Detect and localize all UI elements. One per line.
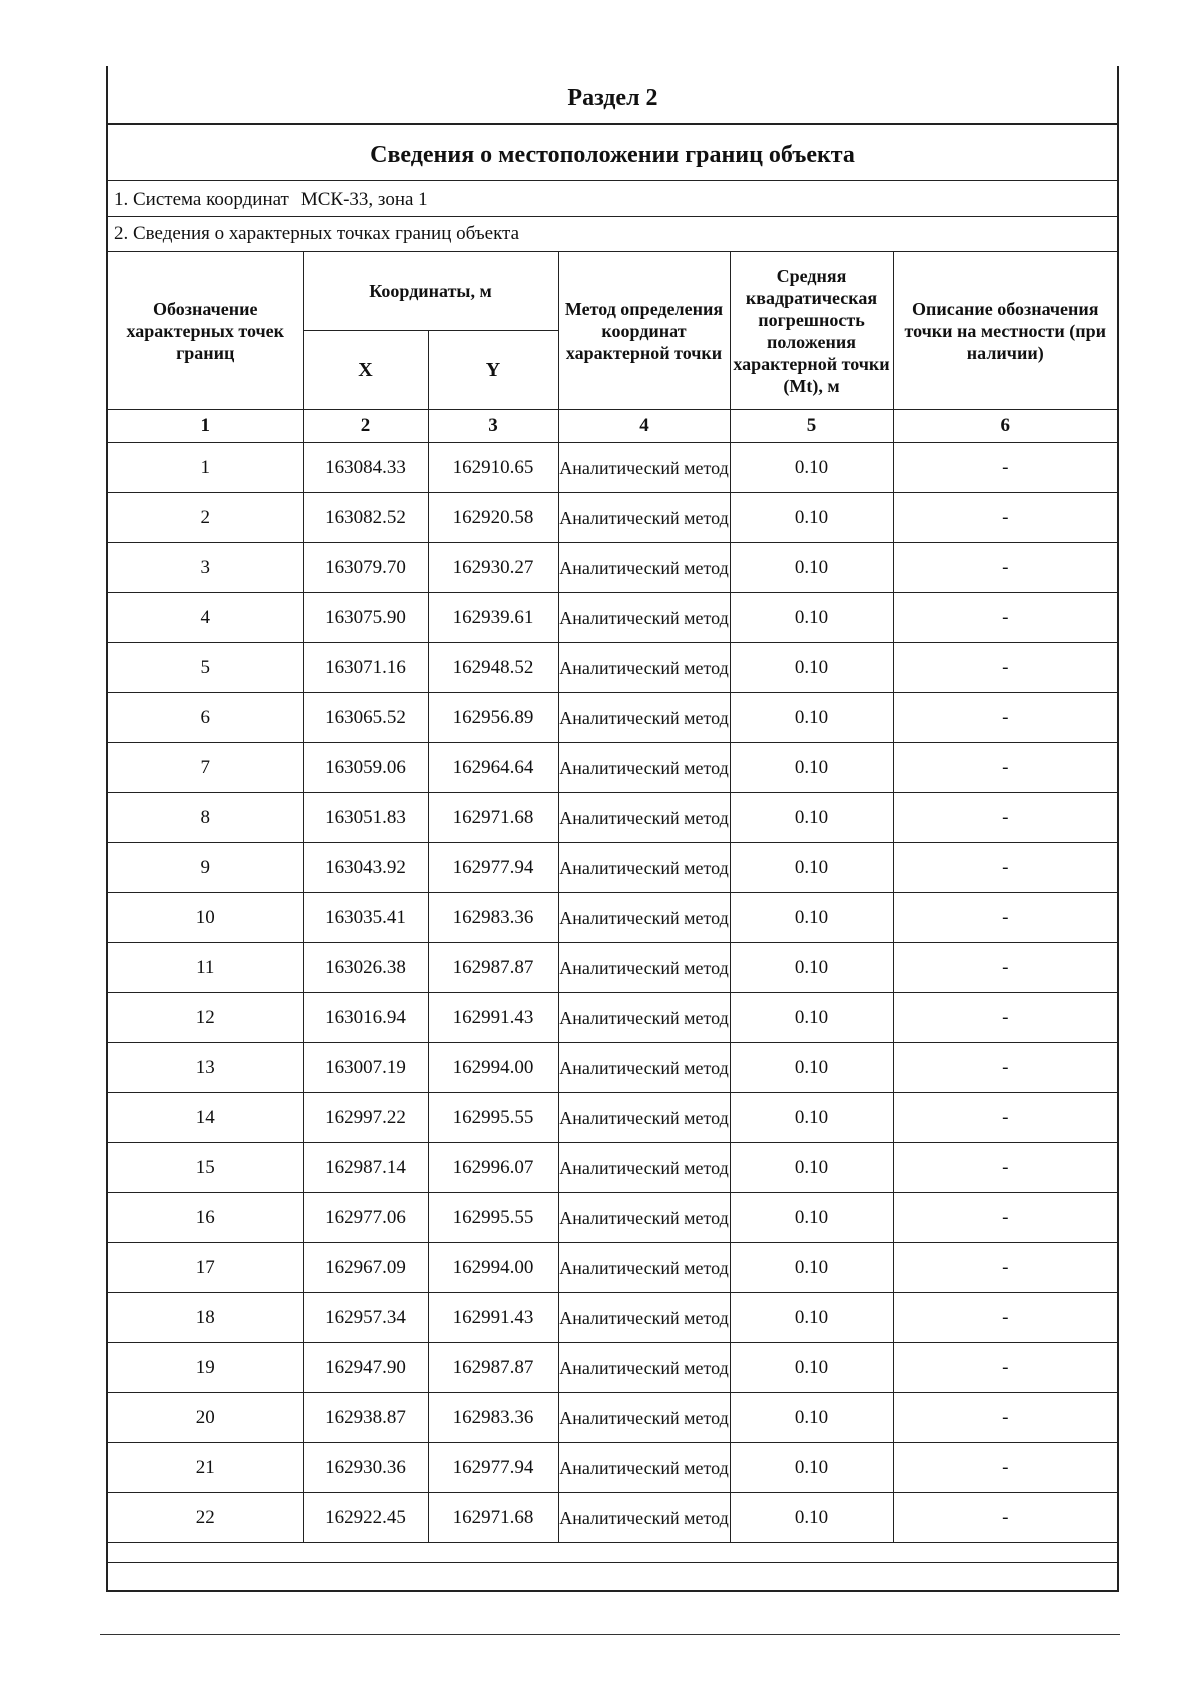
method-cell: Аналитический метод: [558, 943, 730, 993]
y-coordinate-cell: 162971.68: [428, 1493, 558, 1543]
table-row: [108, 693, 1117, 743]
description-cell: -: [893, 1443, 1117, 1493]
y-coordinate-cell: 162948.52: [428, 643, 558, 693]
method-cell: Аналитический метод: [558, 843, 730, 893]
document-sheet: [106, 66, 1119, 1592]
mean-error-cell: 0.10: [730, 593, 893, 643]
mean-error-cell: 0.10: [730, 893, 893, 943]
method-cell: Аналитический метод: [558, 1343, 730, 1393]
mean-error-cell: 0.10: [730, 443, 893, 493]
description-cell: -: [893, 1193, 1117, 1243]
point-number-cell: 1: [108, 443, 303, 493]
column-number: 5: [730, 410, 893, 443]
method-cell: Аналитический метод: [558, 693, 730, 743]
x-coordinate-cell: 163035.41: [303, 893, 428, 943]
table-row: [108, 1043, 1117, 1093]
y-coordinate-cell: 162930.27: [428, 543, 558, 593]
y-coordinate-cell: 162977.94: [428, 843, 558, 893]
description-cell: -: [893, 493, 1117, 543]
points-heading: 2. Сведения о характерных точках границ объекта: [114, 223, 520, 244]
method-cell: Аналитический метод: [558, 893, 730, 943]
method-cell: Аналитический метод: [558, 1493, 730, 1543]
blank-row: [108, 1543, 1117, 1563]
description-cell: -: [893, 1343, 1117, 1393]
description-cell: -: [893, 1393, 1117, 1443]
description-cell: -: [893, 1493, 1117, 1543]
method-cell: Аналитический метод: [558, 493, 730, 543]
method-cell: Аналитический метод: [558, 1093, 730, 1143]
coordinate-system-line: [108, 181, 1117, 217]
mean-error-cell: 0.10: [730, 1193, 893, 1243]
description-cell: -: [893, 843, 1117, 893]
table-row: [108, 1143, 1117, 1193]
point-number-cell: 13: [108, 1043, 303, 1093]
header-error: Средняя квадратическая погрешность положения характерной точки (Mt), м: [730, 252, 893, 410]
mean-error-cell: 0.10: [730, 1343, 893, 1393]
method-cell: Аналитический метод: [558, 1393, 730, 1443]
x-coordinate-cell: 162967.09: [303, 1243, 428, 1293]
column-numbers-row: [108, 410, 1117, 443]
description-cell: -: [893, 1293, 1117, 1343]
x-coordinate-cell: 162977.06: [303, 1193, 428, 1243]
method-cell: Аналитический метод: [558, 1293, 730, 1343]
y-coordinate-cell: 162910.65: [428, 443, 558, 493]
point-number-cell: 3: [108, 543, 303, 593]
method-cell: Аналитический метод: [558, 1193, 730, 1243]
mean-error-cell: 0.10: [730, 693, 893, 743]
footer-rule: [100, 1634, 1120, 1635]
coordinate-system-value: МСК-33, зона 1: [300, 189, 428, 210]
method-cell: Аналитический метод: [558, 593, 730, 643]
point-number-cell: 18: [108, 1293, 303, 1343]
column-number: 2: [303, 410, 428, 443]
x-coordinate-cell: 162987.14: [303, 1143, 428, 1193]
mean-error-cell: 0.10: [730, 793, 893, 843]
method-cell: Аналитический метод: [558, 793, 730, 843]
x-coordinate-cell: 163084.33: [303, 443, 428, 493]
table-row: [108, 1243, 1117, 1293]
x-coordinate-cell: 162930.36: [303, 1443, 428, 1493]
description-cell: -: [893, 443, 1117, 493]
table-row: [108, 993, 1117, 1043]
table-row: [108, 893, 1117, 943]
method-cell: Аналитический метод: [558, 1143, 730, 1193]
point-number-cell: 6: [108, 693, 303, 743]
point-number-cell: 20: [108, 1393, 303, 1443]
table-row: [108, 1443, 1117, 1493]
point-number-cell: 15: [108, 1143, 303, 1193]
mean-error-cell: 0.10: [730, 1143, 893, 1193]
point-number-cell: 2: [108, 493, 303, 543]
table-row: [108, 443, 1117, 493]
point-number-cell: 7: [108, 743, 303, 793]
y-coordinate-cell: 162995.55: [428, 1193, 558, 1243]
point-number-cell: 8: [108, 793, 303, 843]
x-coordinate-cell: 163043.92: [303, 843, 428, 893]
column-number: 6: [893, 410, 1117, 443]
column-number: 1: [108, 410, 303, 443]
y-coordinate-cell: 162983.36: [428, 893, 558, 943]
point-number-cell: 11: [108, 943, 303, 993]
x-coordinate-cell: 163051.83: [303, 793, 428, 843]
header-description: Описание обозначения точки на местности (при наличии): [893, 252, 1117, 410]
point-number-cell: 21: [108, 1443, 303, 1493]
method-cell: Аналитический метод: [558, 993, 730, 1043]
table-row: [108, 1093, 1117, 1143]
table-row: [108, 1393, 1117, 1443]
y-coordinate-cell: 162987.87: [428, 943, 558, 993]
description-cell: -: [893, 893, 1117, 943]
description-cell: -: [893, 1043, 1117, 1093]
mean-error-cell: 0.10: [730, 943, 893, 993]
table-row: [108, 843, 1117, 893]
table-row: [108, 493, 1117, 543]
y-coordinate-cell: 162991.43: [428, 1293, 558, 1343]
method-cell: Аналитический метод: [558, 1443, 730, 1493]
blank-cell: [108, 1543, 1117, 1563]
description-cell: -: [893, 1093, 1117, 1143]
description-cell: -: [893, 1143, 1117, 1193]
point-number-cell: 10: [108, 893, 303, 943]
description-cell: -: [893, 643, 1117, 693]
point-number-cell: 22: [108, 1493, 303, 1543]
header-y: Y: [428, 331, 558, 410]
y-coordinate-cell: 162983.36: [428, 1393, 558, 1443]
mean-error-cell: 0.10: [730, 1493, 893, 1543]
table-row: [108, 643, 1117, 693]
description-cell: -: [893, 793, 1117, 843]
description-cell: -: [893, 543, 1117, 593]
x-coordinate-cell: 162938.87: [303, 1393, 428, 1443]
table-row: [108, 543, 1117, 593]
mean-error-cell: 0.10: [730, 1243, 893, 1293]
y-coordinate-cell: 162939.61: [428, 593, 558, 643]
mean-error-cell: 0.10: [730, 1393, 893, 1443]
x-coordinate-cell: 163007.19: [303, 1043, 428, 1093]
y-coordinate-cell: 162920.58: [428, 493, 558, 543]
table-row: [108, 943, 1117, 993]
x-coordinate-cell: 163016.94: [303, 993, 428, 1043]
point-number-cell: 9: [108, 843, 303, 893]
x-coordinate-cell: 163026.38: [303, 943, 428, 993]
column-number: 3: [428, 410, 558, 443]
description-cell: -: [893, 743, 1117, 793]
y-coordinate-cell: 162964.64: [428, 743, 558, 793]
header-method: Метод определения координат характерной точки: [558, 252, 730, 410]
y-coordinate-cell: 162994.00: [428, 1043, 558, 1093]
y-coordinate-cell: 162996.07: [428, 1143, 558, 1193]
x-coordinate-cell: 163059.06: [303, 743, 428, 793]
boundary-points-table: [108, 251, 1117, 1563]
section-title: Раздел 2: [108, 66, 1117, 125]
y-coordinate-cell: 162956.89: [428, 693, 558, 743]
description-cell: -: [893, 693, 1117, 743]
column-number: 4: [558, 410, 730, 443]
table-row: [108, 593, 1117, 643]
x-coordinate-cell: 163071.16: [303, 643, 428, 693]
table-row: [108, 1193, 1117, 1243]
mean-error-cell: 0.10: [730, 743, 893, 793]
mean-error-cell: 0.10: [730, 1043, 893, 1093]
table-body: [108, 443, 1117, 1563]
table-row: [108, 743, 1117, 793]
y-coordinate-cell: 162987.87: [428, 1343, 558, 1393]
x-coordinate-cell: 163075.90: [303, 593, 428, 643]
method-cell: Аналитический метод: [558, 643, 730, 693]
y-coordinate-cell: 162991.43: [428, 993, 558, 1043]
object-title: Сведения о местоположении границ объекта: [108, 125, 1117, 181]
point-number-cell: 12: [108, 993, 303, 1043]
method-cell: Аналитический метод: [558, 743, 730, 793]
x-coordinate-cell: 162957.34: [303, 1293, 428, 1343]
mean-error-cell: 0.10: [730, 543, 893, 593]
mean-error-cell: 0.10: [730, 1293, 893, 1343]
header-designation: Обозначение характерных точек границ: [108, 252, 303, 410]
mean-error-cell: 0.10: [730, 1093, 893, 1143]
header-coordinates: Координаты, м: [303, 252, 558, 331]
y-coordinate-cell: 162971.68: [428, 793, 558, 843]
y-coordinate-cell: 162977.94: [428, 1443, 558, 1493]
point-number-cell: 14: [108, 1093, 303, 1143]
header-x: X: [303, 331, 428, 410]
table-row: [108, 1293, 1117, 1343]
description-cell: -: [893, 1243, 1117, 1293]
method-cell: Аналитический метод: [558, 443, 730, 493]
x-coordinate-cell: 163079.70: [303, 543, 428, 593]
mean-error-cell: 0.10: [730, 1443, 893, 1493]
point-number-cell: 19: [108, 1343, 303, 1393]
x-coordinate-cell: 163082.52: [303, 493, 428, 543]
coordinate-system-label: 1. Система координат: [114, 189, 289, 210]
method-cell: Аналитический метод: [558, 1243, 730, 1293]
point-number-cell: 17: [108, 1243, 303, 1293]
point-number-cell: 16: [108, 1193, 303, 1243]
x-coordinate-cell: 163065.52: [303, 693, 428, 743]
mean-error-cell: 0.10: [730, 843, 893, 893]
point-number-cell: 5: [108, 643, 303, 693]
point-number-cell: 4: [108, 593, 303, 643]
method-cell: Аналитический метод: [558, 1043, 730, 1093]
mean-error-cell: 0.10: [730, 493, 893, 543]
y-coordinate-cell: 162995.55: [428, 1093, 558, 1143]
x-coordinate-cell: 162997.22: [303, 1093, 428, 1143]
description-cell: -: [893, 993, 1117, 1043]
table-row: [108, 1343, 1117, 1393]
table-row: [108, 1493, 1117, 1543]
method-cell: Аналитический метод: [558, 543, 730, 593]
y-coordinate-cell: 162994.00: [428, 1243, 558, 1293]
description-cell: -: [893, 943, 1117, 993]
x-coordinate-cell: 162922.45: [303, 1493, 428, 1543]
description-cell: -: [893, 593, 1117, 643]
mean-error-cell: 0.10: [730, 993, 893, 1043]
x-coordinate-cell: 162947.90: [303, 1343, 428, 1393]
table-row: [108, 793, 1117, 843]
mean-error-cell: 0.10: [730, 643, 893, 693]
